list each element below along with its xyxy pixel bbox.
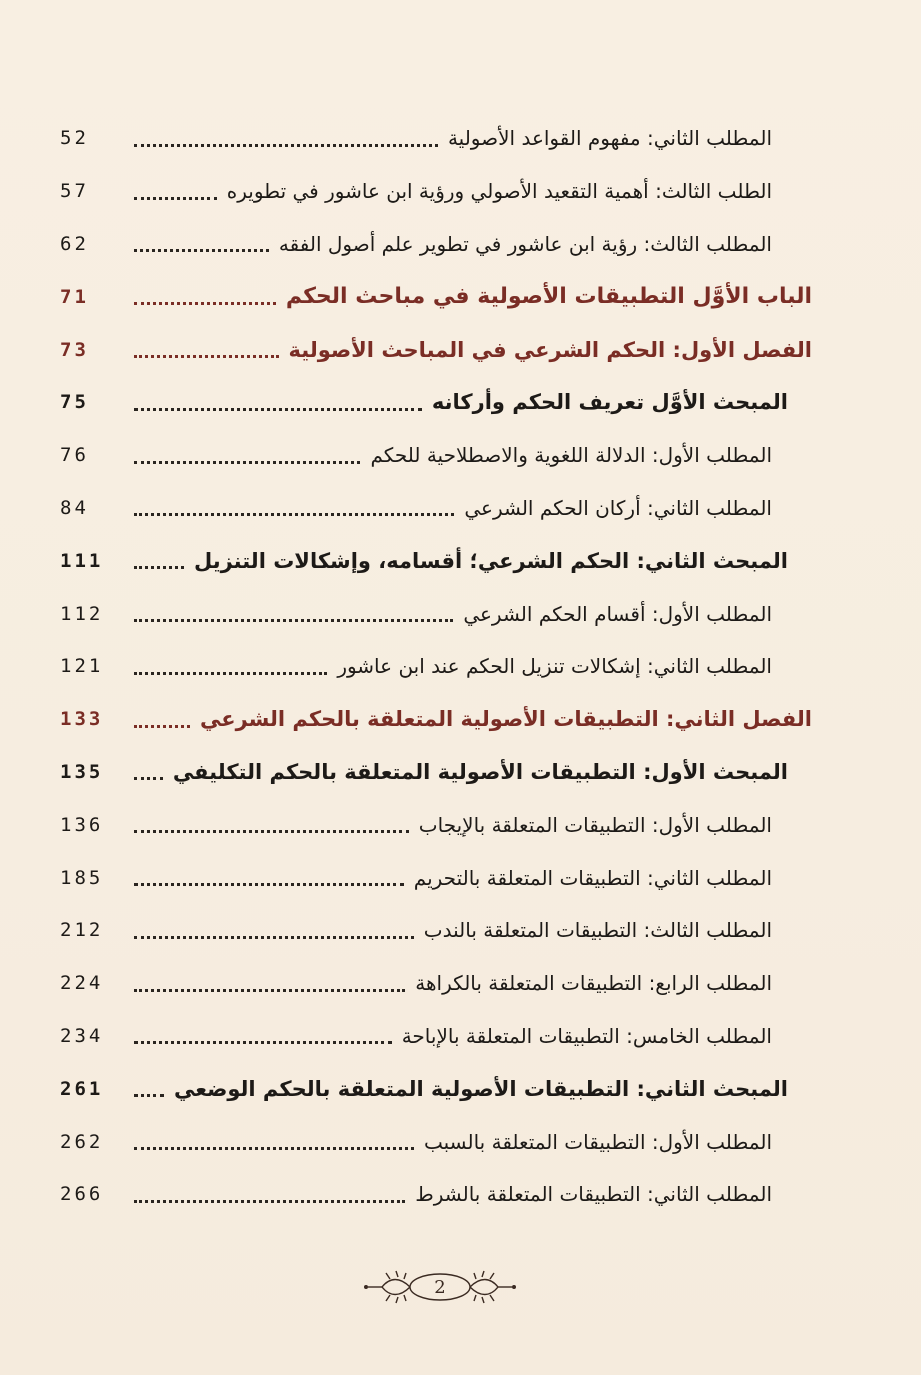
- toc-entry-page-number: 224: [60, 972, 104, 995]
- toc-entry-title: المطلب الثالث: التطبيقات المتعلقة بالندب: [423, 918, 772, 943]
- toc-entry-title: المطلب الثاني: أركان الحكم الشرعي: [464, 495, 772, 520]
- toc-entry-page-number: 261: [60, 1077, 104, 1100]
- dot-leader: [134, 513, 454, 516]
- toc-entry-page-number: 111: [60, 549, 104, 572]
- toc-entry-page-number: 112: [60, 602, 104, 625]
- toc-entry-page-number: 185: [60, 866, 104, 889]
- toc-entry-page-number: 75: [60, 391, 89, 414]
- toc-entry: [60, 1062, 812, 1115]
- toc-entry-title: المطلب الأول: أقسام الحكم الشرعي: [463, 601, 772, 626]
- toc-entry-page-number: 62: [60, 232, 89, 255]
- dot-leader: [134, 672, 327, 675]
- toc-entry-page-number: 136: [60, 813, 104, 836]
- dot-leader: [134, 197, 217, 200]
- toc-entry-page-number: 76: [60, 444, 89, 467]
- toc-entry-title: المبحث الثاني: الحكم الشرعي؛ أقسامه، وإشكالات التنزيل: [193, 548, 788, 573]
- dot-leader: [134, 302, 276, 305]
- toc-entry-page-number: 135: [60, 760, 104, 783]
- toc-entry-page-number: 73: [60, 338, 89, 361]
- toc-entry-title: المبحث الأوَّل تعريف الحكم وأركانه: [431, 390, 788, 415]
- toc-entry: [60, 429, 812, 482]
- toc-entry-page-number: 133: [60, 708, 104, 731]
- toc-entry: [60, 323, 812, 376]
- dot-leader: [134, 777, 163, 780]
- toc-entry-title: المطلب الأول: الدلالة اللغوية والاصطلاحية للحكم: [370, 443, 772, 468]
- toc-entry: [60, 1010, 812, 1063]
- toc-entry: [60, 640, 812, 693]
- toc-entry-title: المطلب الثاني: التطبيقات المتعلقة بالشرط: [415, 1182, 772, 1207]
- dot-leader: [134, 1041, 392, 1044]
- toc-entry-title: الفصل الثاني: التطبيقات الأصولية المتعلقة بالحكم الشرعي: [199, 707, 812, 732]
- toc-entry: [60, 482, 812, 535]
- dot-leader: [134, 1094, 164, 1097]
- table-of-contents: [60, 112, 812, 1221]
- dot-leader: [134, 566, 184, 569]
- toc-entry-title: المطلب الثاني: مفهوم القواعد الأصولية: [447, 126, 772, 151]
- toc-entry-title: المطلب الأول: التطبيقات المتعلقة بالإيجاب: [418, 812, 772, 837]
- dot-leader: [134, 249, 269, 252]
- dot-leader: [134, 1200, 405, 1203]
- toc-entry-page-number: 84: [60, 496, 89, 519]
- page-number: 2: [434, 1276, 446, 1298]
- toc-entry-title: المبحث الثاني: التطبيقات الأصولية المتعلقة بالحكم الوضعي: [173, 1076, 788, 1101]
- toc-entry-title: الباب الأوَّل التطبيقات الأصولية في مباحث الحكم: [285, 284, 812, 310]
- toc-entry-title: المطلب الثاني: التطبيقات المتعلقة بالتحريم: [413, 865, 772, 890]
- dot-leader: [134, 989, 405, 992]
- toc-entry: [60, 693, 812, 746]
- toc-entry-page-number: 234: [60, 1024, 104, 1047]
- dot-leader: [134, 883, 404, 886]
- toc-entry-page-number: 212: [60, 919, 104, 942]
- dot-leader: [134, 619, 453, 622]
- dot-leader: [134, 408, 422, 411]
- toc-entry: [60, 218, 812, 271]
- toc-entry: [60, 746, 812, 799]
- dot-leader: [134, 1147, 414, 1150]
- page-footer: [360, 1265, 520, 1309]
- toc-entry: [60, 534, 812, 587]
- dot-leader: [134, 461, 360, 464]
- toc-entry-title: المطلب الأول: التطبيقات المتعلقة بالسبب: [423, 1129, 772, 1154]
- toc-entry: [60, 851, 812, 904]
- toc-entry-title: المبحث الأول: التطبيقات الأصولية المتعلقة بالحكم التكليفي: [172, 759, 788, 784]
- dot-leader: [134, 355, 279, 358]
- toc-entry-page-number: 57: [60, 180, 89, 203]
- toc-entry: [60, 112, 812, 165]
- toc-entry-title: الفصل الأول: الحكم الشرعي في المباحث الأصولية: [288, 337, 812, 362]
- toc-entry: [60, 957, 812, 1010]
- toc-entry-page-number: 52: [60, 127, 89, 150]
- dot-leader: [134, 936, 414, 939]
- toc-entry: [60, 904, 812, 957]
- toc-entry-title: المطلب الخامس: التطبيقات المتعلقة بالإباحة: [401, 1023, 772, 1048]
- toc-entry-title: الطلب الثالث: أهمية التقعيد الأصولي ورؤية ابن عاشور في تطويره: [226, 179, 772, 204]
- toc-entry-page-number: 266: [60, 1183, 104, 1206]
- toc-entry-page-number: 262: [60, 1130, 104, 1153]
- toc-entry: [60, 798, 812, 851]
- toc-entry-title: المطلب الرابع: التطبيقات المتعلقة بالكراهة: [415, 971, 772, 996]
- toc-entry-page-number: 121: [60, 655, 104, 678]
- toc-entry-title: المطلب الثاني: إشكالات تنزيل الحكم عند ابن عاشور: [337, 654, 772, 679]
- toc-entry: [60, 1168, 812, 1221]
- toc-entry-page-number: 71: [60, 285, 89, 308]
- dot-leader: [134, 725, 190, 728]
- toc-entry: [60, 587, 812, 640]
- dot-leader: [134, 144, 438, 147]
- dot-leader: [134, 830, 409, 833]
- toc-entry: [60, 165, 812, 218]
- toc-entry-title: المطلب الثالث: رؤية ابن عاشور في تطوير علم أصول الفقه: [278, 231, 772, 256]
- toc-entry: [60, 1115, 812, 1168]
- toc-entry: [60, 376, 812, 429]
- toc-entry: [60, 270, 812, 323]
